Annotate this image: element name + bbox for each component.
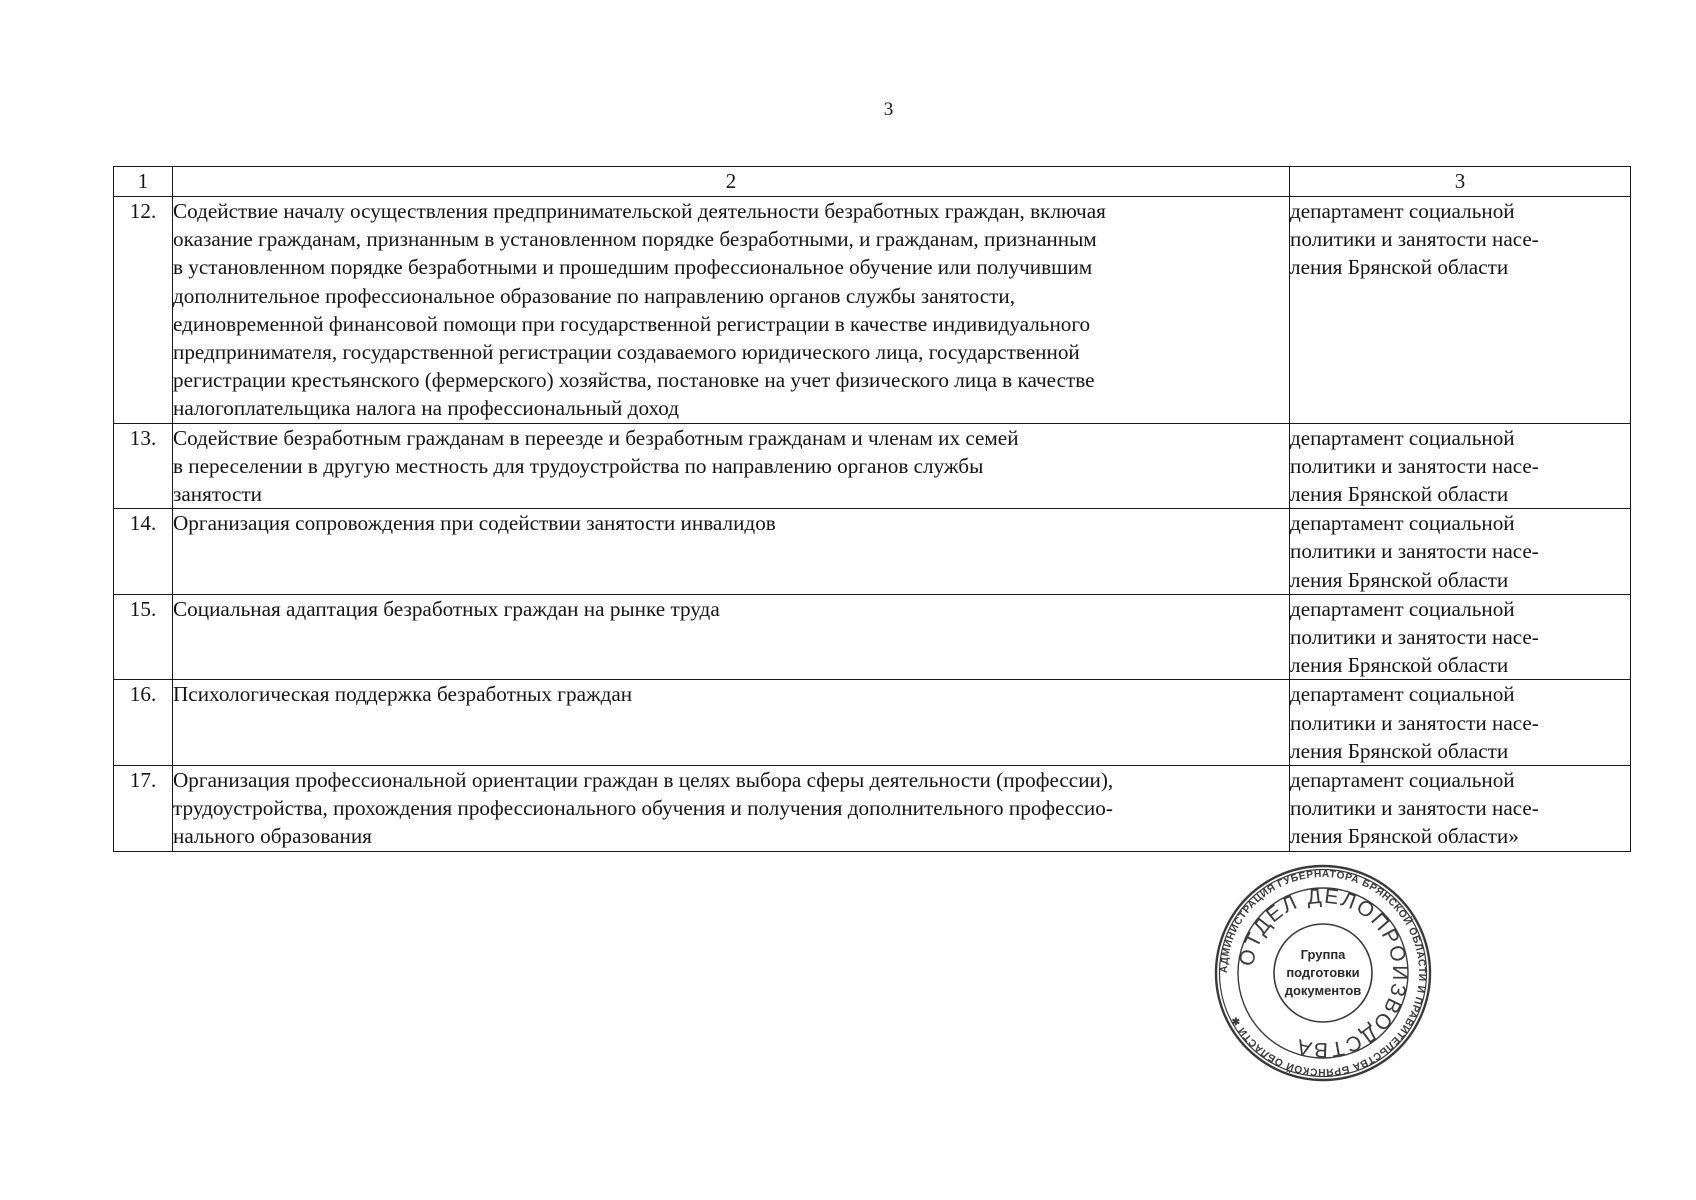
department-line: политики и занятости насе-	[1290, 227, 1539, 252]
responsible-department	[1290, 594, 1631, 680]
stamp-center-line: документов	[1284, 983, 1362, 998]
department-line: департамент социальной	[1290, 199, 1515, 223]
responsible-department	[1290, 197, 1631, 424]
description-line: налогоплательщика налога на профессиональный доход	[173, 396, 680, 421]
service-description	[173, 594, 1290, 680]
department-line: ления Брянской области	[1290, 738, 1509, 763]
description-line: предпринимателя, государственной регистрации создаваемого юридического лица, государственной	[173, 340, 1080, 365]
table-row	[114, 197, 1631, 424]
page-number: 3	[883, 99, 894, 120]
responsible-department	[1290, 423, 1631, 509]
table-row	[114, 594, 1631, 680]
stamp-center-line: подготовки	[1286, 965, 1360, 980]
description-line: в установленном порядке безработными и прошедшим профессиональное обучение или получившим	[173, 255, 1093, 280]
responsible-department	[1290, 680, 1631, 766]
description-line: в переселении в другую местность для трудоустройства по направлению органов службы	[173, 453, 984, 478]
stamp-middle-text: ОТДЕЛ ДЕЛОПРОИЗВОДСТВА	[1235, 884, 1412, 1062]
department-line: политики и занятости насе-	[1290, 625, 1539, 650]
description-line: Организация сопровождения при содействии занятости инвалидов	[173, 511, 776, 536]
service-description	[173, 680, 1290, 766]
row-number: 16.	[114, 680, 173, 766]
department-line: ления Брянской области	[1290, 567, 1509, 592]
description-line: оказание гражданам, признанным в установленном порядке безработными, и гражданам, признанным	[173, 227, 1097, 252]
description-line: Содействие безработным гражданам в переезде и безработным гражданам и членам их семей	[173, 425, 1019, 450]
description-line: трудоустройства, прохождения профессионального обучения и получения дополнительного профессио-	[173, 796, 1113, 821]
responsible-department	[1290, 509, 1631, 595]
service-description	[173, 197, 1290, 424]
description-line: Организация профессиональной ориентации граждан в целях выбора сферы деятельности (профессии),	[173, 768, 1114, 793]
department-line: политики и занятости насе-	[1290, 539, 1539, 564]
table-row	[114, 423, 1631, 509]
header-col-2: 2	[173, 167, 1290, 197]
department-line: политики и занятости насе-	[1290, 796, 1539, 821]
row-number: 13.	[114, 423, 173, 509]
department-line: ления Брянской области	[1290, 482, 1509, 507]
description-line: занятости	[173, 482, 262, 507]
department-line: ления Брянской области	[1290, 255, 1509, 280]
header-col-3: 3	[1290, 167, 1631, 197]
description-line: Содействие началу осуществления предпринимательской деятельности безработных граждан, включая	[173, 199, 1106, 223]
responsible-department	[1290, 766, 1631, 852]
description-line: единовременной финансовой помощи при государственной регистрации в качестве индивидуального	[173, 311, 1091, 336]
description-line: Психологическая поддержка безработных граждан	[173, 682, 633, 707]
stamp-outer-text: АДМИНИСТРАЦИЯ ГУБЕРНАТОРА БРЯНСКОЙ ОБЛАСТИ И ПРАВИТЕЛЬСТВА БРЯНСКОЙ ОБЛАСТИ ✱	[1218, 868, 1428, 1078]
department-line: департамент социальной	[1290, 511, 1515, 536]
table-header-row	[114, 167, 1631, 197]
department-line: ления Брянской области»	[1290, 824, 1519, 849]
department-line: ления Брянской области	[1290, 653, 1509, 678]
department-line: департамент социальной	[1290, 425, 1515, 450]
row-number: 15.	[114, 594, 173, 680]
header-col-1: 1	[114, 167, 173, 197]
row-number: 17.	[114, 766, 173, 852]
service-description	[173, 766, 1290, 852]
department-line: департамент социальной	[1290, 682, 1515, 707]
description-line: регистрации крестьянского (фермерского) хозяйства, постановке на учет физического лица в качестве	[173, 368, 1095, 393]
description-line: Социальная адаптация безработных граждан на рынке труда	[173, 596, 720, 621]
services-table	[113, 166, 1631, 852]
department-line: департамент социальной	[1290, 596, 1515, 621]
stamp-center-line: Группа	[1300, 947, 1346, 962]
department-line: политики и занятости насе-	[1290, 710, 1539, 735]
table-row	[114, 766, 1631, 852]
row-number: 14.	[114, 509, 173, 595]
department-line: департамент социальной	[1290, 768, 1515, 793]
description-line: нального образования	[173, 824, 372, 849]
table-row	[114, 680, 1631, 766]
service-description	[173, 423, 1290, 509]
department-line: политики и занятости насе-	[1290, 453, 1539, 478]
description-line: дополнительное профессиональное образование по направлению органов службы занятости,	[173, 283, 1016, 308]
office-seal-stamp	[1214, 864, 1432, 1082]
row-number: 12.	[114, 197, 173, 424]
service-description	[173, 509, 1290, 595]
table-row	[114, 509, 1631, 595]
